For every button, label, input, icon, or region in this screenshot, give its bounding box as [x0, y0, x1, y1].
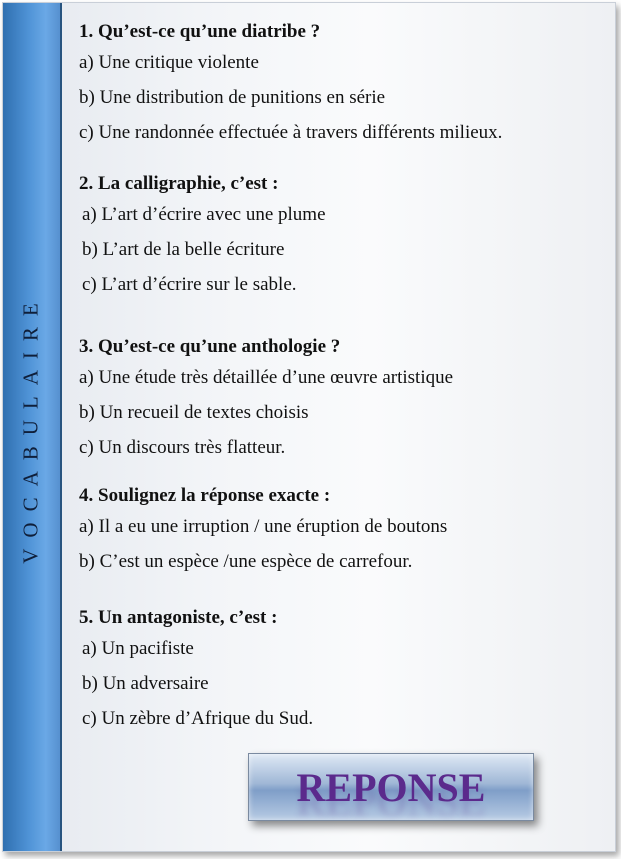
question-title: 1. Qu’est-ce qu’une diatribe ?	[79, 21, 321, 42]
option-a: a) Une critique violente	[79, 52, 259, 73]
option-a: a) L’art d’écrire avec une plume	[82, 204, 326, 225]
question-title: 3. Qu’est-ce qu’une anthologie ?	[79, 336, 341, 357]
question-3	[79, 334, 607, 465]
question-4	[79, 483, 607, 579]
question-title: 5. Un antagoniste, c’est :	[79, 607, 278, 628]
option-a: a) Un pacifiste	[82, 638, 194, 659]
reponse-button[interactable]: REPONSE	[248, 753, 534, 821]
option-b: b) C’est un espèce /une espèce de carrefour.	[79, 551, 413, 572]
option-c: c) L’art d’écrire sur le sable.	[82, 274, 297, 295]
option-a: a) Une étude très détaillée d’une œuvre artistique	[79, 367, 454, 388]
option-b: b) Un adversaire	[82, 673, 209, 694]
option-b: b) Une distribution de punitions en série	[79, 87, 386, 108]
side-label-vocabulaire: VOCABULAIRE	[18, 292, 43, 564]
quiz-content	[79, 17, 607, 736]
option-b: b) Un recueil de textes choisis	[79, 402, 309, 423]
question-2	[79, 171, 607, 302]
question-title: 2. La calligraphie, c’est :	[79, 173, 279, 194]
question-1	[79, 19, 607, 150]
option-c: c) Une randonnée effectuée à travers différents milieux.	[79, 122, 503, 143]
side-band	[3, 3, 62, 851]
option-c: c) Un zèbre d’Afrique du Sud.	[82, 708, 314, 729]
option-c: c) Un discours très flatteur.	[79, 437, 286, 458]
option-a: a) Il a eu une irruption / une éruption de boutons	[79, 516, 448, 537]
option-b: b) L’art de la belle écriture	[82, 239, 285, 260]
quiz-card	[2, 2, 616, 852]
question-title: 4. Soulignez la réponse exacte :	[79, 485, 331, 506]
question-5	[79, 605, 607, 736]
